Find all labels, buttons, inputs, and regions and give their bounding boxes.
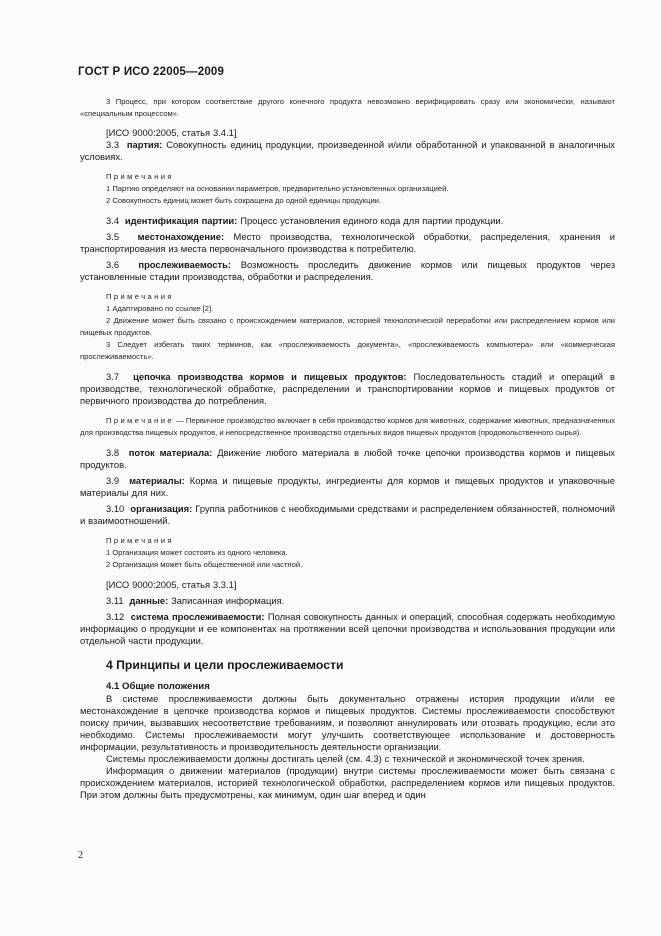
definition-text: Последовательность стадий и операций в производстве, технологической обработке, распределении и транспортировании кормов и пищевых продуктов от первичного производства до потребления. [80, 371, 616, 406]
definition-number: 3.8 [106, 447, 120, 458]
reference-iso-9000-3-4-1: [ИСО 9000:2005, статья 3.4.1] [106, 127, 237, 138]
definition-number: 3.9 [106, 475, 120, 486]
definition-number: 3.4 [106, 215, 120, 226]
definition-number: 3.3 [106, 139, 120, 150]
subsection-4-1-heading: 4.1 Общие положения [106, 681, 210, 692]
paragraph: Системы прослеживаемости должны достигать целей (см. 4.3) с технической и экономической точек зрения. [106, 753, 585, 764]
notes-heading: Примечания [106, 292, 174, 301]
paragraph: В системе прослеживаемости должны быть документально отражены история продукции и/или ее местонахождение в цепочке производства кормов и пищевых продуктов. Системы прослеживаемости способствуют поиску причин, вызвавших несоответствие требованиям, и позволяют аннулировать или отозвать продукцию, если это необходимо. Системы прослеживаемости могут улучшить соответствующее использование и достоверность информации, результативность и производительность деятельности организации. [80, 693, 615, 752]
definition-term: идентификация партии: [124, 215, 238, 226]
definition-term: организация: [130, 503, 193, 514]
definition-3-9 [80, 475, 615, 499]
notes-heading: Примечания [106, 172, 174, 181]
definition-text: Процесс установления единого кода для партии продукции. [237, 215, 504, 226]
definition-text: Место производства, технологической обработки, распределения, хранения и транспортирования из места первоначального производства к потребителю. [80, 231, 615, 254]
definition-number: 3.5 [106, 231, 120, 242]
note-item: 2 Организация может быть общественной или частной. [106, 560, 303, 569]
definition-term: прослеживаемость: [138, 259, 232, 270]
note-item: 1 Партию определяют на основании параметров, предварительно установленных организацией. [106, 184, 449, 193]
note-item: 3 Следует избегать таких терминов, как «прослеживаемость документа», «прослеживаемость компьютера» или «коммерческая прослеживаемость». [80, 340, 615, 361]
paragraph: Информация о движении материалов (продукции) внутри системы прослеживаемости может быть связана с происхождением материалов, историей технологической обработки, распределением кормов или пищевых продуктов. При этом должны быть предусмотрены, как минимум, один шаг вперед и один [80, 765, 615, 800]
notes-3-10 [80, 535, 615, 571]
definition-number: 3.12 [106, 611, 125, 622]
definition-text: Группа работников с необходимыми средствами и распределением обязанностей, полномочий и взаимоотношений. [80, 503, 615, 526]
notes-3-6 [80, 291, 615, 363]
definition-3-12 [80, 611, 615, 647]
note-item: 2 Движение может быть связано с происхождением материалов, историей технологической переработки или распределением кормов или пищевых продуктов. [80, 316, 615, 337]
document-header: ГОСТ Р ИСО 22005—2009 [78, 66, 225, 78]
definition-text: Корма и пищевые продукты, ингредиенты для кормов и пищевых продуктов и упаковочные материалы для них. [80, 475, 616, 498]
note-3-7 [80, 415, 615, 439]
page-number: 2 [78, 850, 83, 861]
definition-text: Совокупность единиц продукции, произведенной и/или обработанной и упакованной в аналогичных условиях. [80, 139, 615, 162]
note-label: Примечание [106, 416, 174, 425]
section-4-heading: 4 Принципы и цели прослеживаемости [106, 658, 344, 672]
reference-iso-9000-3-3-1: [ИСО 9000:2005, статья 3.3.1] [106, 579, 237, 590]
definition-3-11 [80, 595, 615, 607]
definition-term: материалы: [129, 475, 185, 486]
definition-term: система прослеживаемости: [130, 611, 265, 622]
definition-term: данные: [129, 595, 169, 606]
note-item: 1 Адаптировано по ссылке [2]. [106, 304, 214, 313]
definition-text: Полная совокупность данных и операций, способная содержать необходимую информацию о продукции и ее компонентах на протяжении всей цепочки производства и использования продукции или отдельной части продукции. [80, 611, 616, 646]
definition-3-3 [80, 139, 615, 163]
definition-term: поток материала: [128, 447, 213, 458]
definition-3-10 [80, 503, 615, 527]
definition-text: Записанная информация. [168, 595, 285, 606]
definition-text: Движение любого материала в любой точке цепочки производства кормов и пищевых продуктов. [80, 447, 615, 470]
note-item: 1 Организация может состоять из одного человека. [106, 548, 288, 557]
definition-term: цепочка производства кормов и пищевых продуктов: [133, 371, 407, 382]
definition-number: 3.6 [106, 259, 120, 270]
definition-3-5 [80, 231, 615, 255]
definition-3-8 [80, 447, 615, 471]
notes-3-3 [80, 171, 615, 207]
notes-heading: Примечания [106, 536, 174, 545]
definition-number: 3.10 [106, 503, 125, 514]
document-body [80, 96, 615, 801]
definition-3-6 [80, 259, 615, 283]
note-text: — Первичное производство включает в себя производство кормов для животных, содержание животных, предназначенных для производства пищевых продуктов, и непосредственное производство отдельных видов пищевых продуктов (продовольственного сырья). [80, 416, 615, 437]
definition-number: 3.11 [106, 595, 124, 606]
definition-number: 3.7 [106, 371, 120, 382]
definition-3-4 [80, 215, 615, 227]
definition-term: партия: [126, 139, 163, 150]
note-item: 2 Совокупность единиц может быть сокращена до одной единицы продукции. [106, 196, 382, 205]
intro-note: 3 Процесс, при котором соответствие другого конечного продукта невозможно верифицировать сразу или экономически, называют «специальным процессом». [80, 97, 615, 118]
definition-text: Возможность проследить движение кормов или пищевых продуктов через установленные стадии производства, обработки и распределения. [80, 259, 615, 282]
definition-term: местонахождение: [137, 231, 225, 242]
definition-3-7 [80, 371, 615, 407]
